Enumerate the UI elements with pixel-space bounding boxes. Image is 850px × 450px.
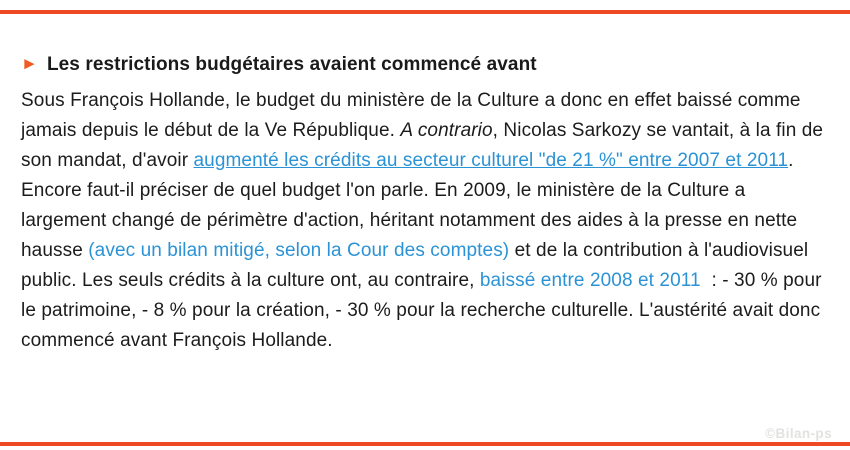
- paragraph-text: et de la contribution à l'audiovisuel public. Les seuls crédits à la culture ont, au contraire,: [21, 240, 809, 291]
- section-heading: [21, 50, 831, 80]
- italic-text: A contrario: [400, 120, 493, 141]
- paragraph-text: Sous François Hollande, le budget du ministère de la Culture a donc en effet baissé comme jamais depuis le début de la Ve République.: [21, 90, 801, 141]
- paragraph-text: : - 30 % pour le patrimoine, - 8 % pour la création, - 30 % pour la recherche culturelle. L'austérité avait donc commencé avant François Hollande.: [21, 270, 822, 351]
- paragraph-text: . Encore faut-il préciser de quel budget l'on parle. En 2009, le ministère de la Culture a largement changé de périmètre d'action, héritant notamment des aides à la presse en nette hausse: [21, 150, 798, 261]
- bullet-arrow-icon: ►: [21, 54, 38, 73]
- bottom-divider: [0, 442, 850, 446]
- watermark: ©Bilan-ps: [765, 426, 832, 441]
- section-heading-text: Les restrictions budgétaires avaient commencé avant: [46, 54, 537, 75]
- article-content: [21, 50, 831, 356]
- inline-link[interactable]: (avec un bilan mitigé, selon la Cour des comptes): [88, 240, 510, 261]
- inline-link[interactable]: baissé entre 2008 et 2011: [479, 270, 701, 291]
- paragraph-text: , Nicolas Sarkozy se vantait, à la fin de son mandat, d'avoir: [21, 120, 824, 171]
- top-divider: [0, 10, 850, 14]
- article-paragraph: [21, 86, 831, 356]
- inline-link[interactable]: augmenté les crédits au secteur culturel "de 21 %" entre 2007 et 2011: [193, 150, 789, 171]
